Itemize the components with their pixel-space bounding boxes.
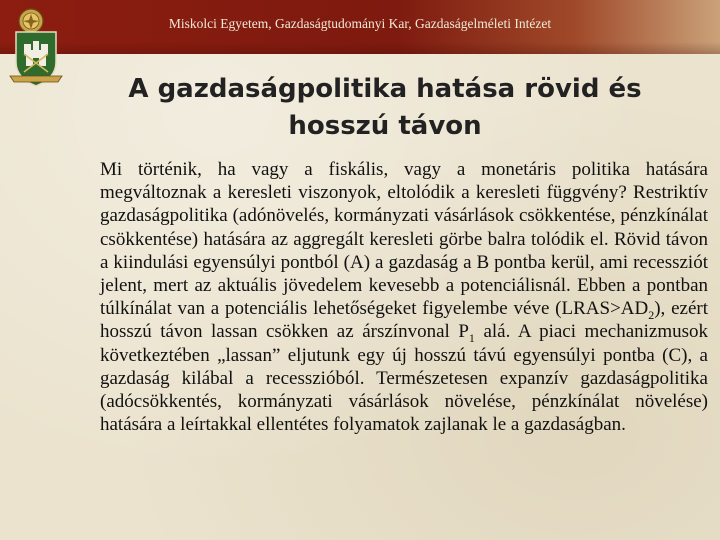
body-text-part-3: alá. A piaci mechanizmusok következtében „lassan” eljutunk egy új hosszú távú egyensúlyi pontba (C), a gazdaság kilábal a recesszióból. Természetesen expanzív gazdaságpolitika (adócsökkentés, kormányzati vásárlások növelése, pénzkínálat növelése) hatására a leírtakkal ellentétes folyamatok zajlanak le a gazdaságban.	[100, 321, 709, 436]
body-text-part-2: ), ezért hosszú távon lassan csökken az árszínvonal P	[100, 298, 709, 343]
university-crest-icon	[6, 4, 76, 92]
header-bar	[0, 0, 720, 54]
body-text-part-1: Mi történik, ha vagy a fiskális, vagy a monetáris politika hatására megváltoznak a keresleti viszonyok, eltolódik a keresleti függvény? Restriktív gazdaságpolitika (adónövelés, kormányzati vásárlások csökkentése, pénzkínálat csökkentése) hatására az aggregált keresleti görbe balra tolódik el. Rövid távon a kiindulási egyensúlyi pontból (A) a gazdaság a B pontba kerül, ami recessziót jelent, mert az aktuális jövedelem kevesebb a potenciálisnál. Ebben a pontban túlkínálat van a potenciális lehetőségeket figyelembe véve (LRAS>AD	[100, 159, 708, 320]
institution-header: Miskolci Egyetem, Gazdaságtudományi Kar, Gazdaságelméleti Intézet	[168, 16, 552, 31]
subscript-p: 1	[468, 331, 475, 346]
body-paragraph	[100, 158, 708, 436]
subscript-ad: 2	[648, 308, 655, 323]
slide-title: A gazdaságpolitika hatása rövid és hosszú távon	[128, 74, 642, 141]
